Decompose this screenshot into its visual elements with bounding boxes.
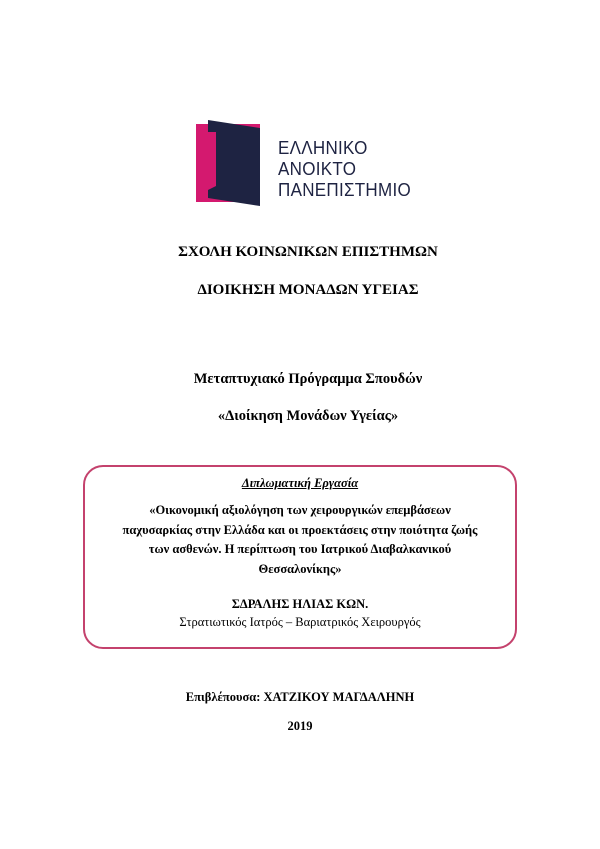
thesis-title-line: των ασθενών. Η περίπτωση του Ιατρικού Διαβαλκανικού: [148, 542, 452, 556]
author-role: Στρατιωτικός Ιατρός – Βαριατρικός Χειρουργός: [179, 615, 421, 629]
logo-emblem-icon: [196, 120, 276, 206]
school-name: ΣΧΟΛΗ ΚΟΙΝΩΝΙΚΩΝ ΕΠΙΣΤΗΜΩΝ: [178, 244, 438, 260]
thesis-title-line: παχυσαρκίας στην Ελλάδα και οι προεκτάσεις στην ποιότητα ζωής: [122, 522, 478, 537]
logo-line-2: ΑΝΟΙΚΤΟ: [278, 158, 357, 179]
thesis-type: Διπλωματική Εργασία: [241, 476, 359, 490]
program-name: Μεταπτυχιακό Πρόγραμμα Σπουδών: [193, 371, 423, 387]
department-name: ΔΙΟΙΚΗΣΗ ΜΟΝΑΔΩΝ ΥΓΕΙΑΣ: [197, 282, 419, 298]
logo-wordmark: [278, 137, 411, 200]
program-title: «Διοίκηση Μονάδων Υγείας»: [217, 408, 399, 424]
thesis-title: [85, 501, 515, 579]
supervisor: Επιβλέπουσα: ΧΑΤΖΙΚΟΥ ΜΑΓΔΑΛΗΝΗ: [185, 690, 415, 704]
university-logo: [196, 120, 426, 206]
logo-line-3: ΠΑΝΕΠΙΣΤΗΜΙΟ: [278, 179, 411, 200]
thesis-box: [83, 465, 517, 649]
author-name: ΣΔΡΑΛΗΣ ΗΛΙΑΣ ΚΩΝ.: [231, 597, 369, 611]
thesis-title-line: «Οικονομική αξιολόγηση των χειρουργικών επεμβάσεων: [149, 503, 451, 517]
year: 2019: [287, 719, 313, 733]
thesis-title-line: Θεσσαλονίκης»: [258, 561, 342, 576]
logo-line-1: ΕΛΛΗΝΙΚΟ: [278, 137, 368, 158]
